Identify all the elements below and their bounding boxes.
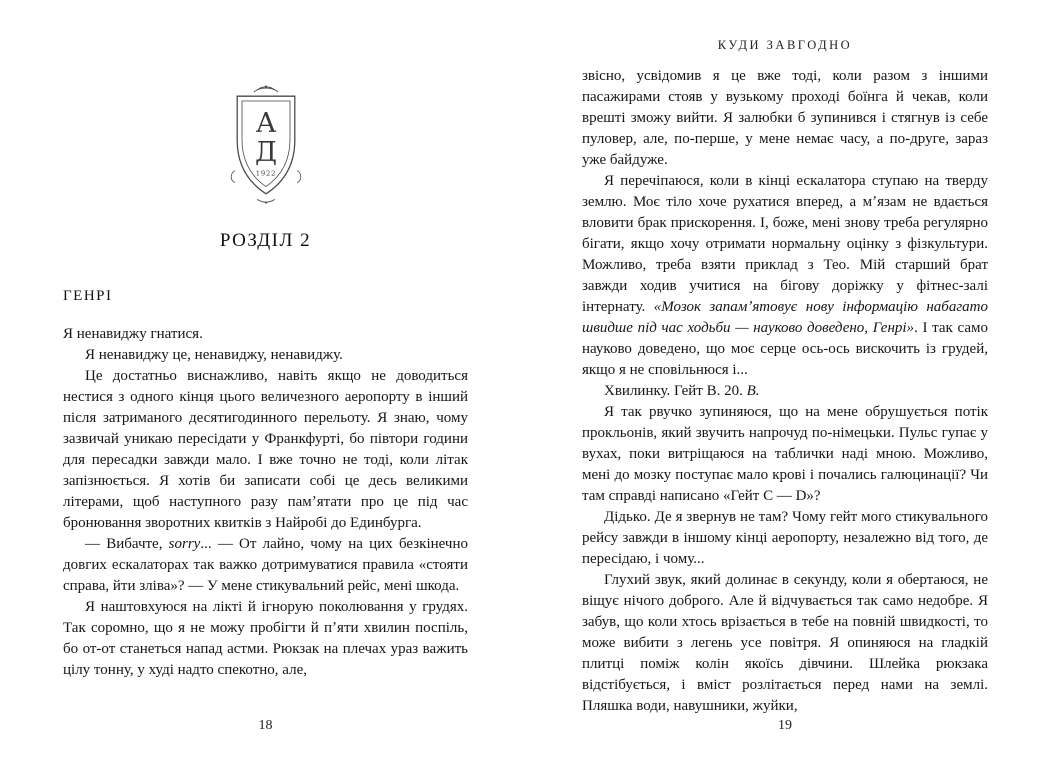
chapter-title: РОЗДІЛ 2	[219, 230, 312, 251]
paragraph: Дідько. Де я звернув не там? Чому гейт мого стикувального рейсу завжди в іншому кінці аеропорту, незалежно від того, де пересідаю, і чому...	[582, 509, 988, 567]
paragraph: Я наштовхуюся на лікті й ігнорую поколювання у грудях. Так соромно, що я не можу пробігти й пʼяти хвилин поспіль, бо от-от станеться напад астми. Рюкзак на плечах ураз важить цілу тонну, у худі надто спекотно, але,	[63, 599, 468, 678]
shield-emblem-icon	[222, 84, 310, 206]
right-page	[582, 0, 988, 760]
right-page-body	[582, 0, 988, 717]
paragraph: Глухий звук, який долинає в секунду, коли я обертаюся, не віщує нічого доброго. Але й відчувається так само недобре. Я забув, що коли хтось врізається в тебе на повній швидкості, то може вибити з легень усе повітря. Я опиняюся на гладкій плитці поміж колін якоїсь дівчини. Шлейка рюкзака відстібується, і вміст розлітається перед нами на землі. Пляшка води, навушники, жуйки,	[582, 572, 988, 714]
paragraph: Я так рвучко зупиняюся, що на мене обрушується потік прокльонів, який звучить напрочуд по-німецьки. Пульс гупає у вухах, поки витріщаюся на таблички наді мною. Можливо, мені до мозку поступає мало крові і почались галюцинації? Чи там справді написано «Гейт С — D»?	[582, 404, 988, 504]
emblem-letter-a: А	[255, 108, 276, 140]
chapter-subtitle: ГЕНРІ	[63, 288, 113, 304]
running-head: КУДИ ЗАВГОДНО	[717, 38, 853, 52]
chapter-emblem	[222, 84, 310, 206]
page-number-left: 18	[258, 718, 273, 733]
paragraph: Я ненавиджу гнатися.	[63, 326, 203, 342]
paragraph: Хвилинку. Гейт В. 20. В.	[604, 383, 760, 399]
paragraph: Це достатньо виснажливо, навіть якщо не доводиться нестися з одного кінця цього величезного аеропорту в інший після затриманого десятигодинного перельоту. Я знаю, чому зазвичай уникаю пересідати у Франкфурті, бо півтори години для пересадки завжди мало. І вже точно не тоді, коли літак запізнюється. Я хотів би записати собі це десь великими літерами, щоб наступного разу памʼятати про це під час бронювання зворотних квитків з Найробі до Единбурга.	[63, 368, 468, 531]
paragraph: звісно, усвідомив я це вже тоді, коли разом з іншими пасажирами стояв у вузькому проході боїнга й чекав, коли врешті зможу вийти. Я залюбки б зупинився і стягнув із себе пуловер, але, по-перше, у мене немає часу, а по-друге, зараз уже байдуже.	[582, 68, 988, 168]
emblem-letter-d: Д	[254, 137, 277, 168]
page-number-right: 19	[778, 718, 792, 733]
left-page	[63, 0, 468, 760]
emblem-year: 1922	[255, 169, 276, 178]
left-page-body	[63, 324, 468, 681]
paragraph: Я перечіпаюся, коли в кінці ескалатора ступаю на тверду землю. Моє тіло хоче рухатися вперед, а мʼязам не вдається вловити брак прискорення. І, боже, мені знову треба регулярно бігати, якщо хочу отримати нормальну оцінку з фізкультури. Можливо, треба взяти приклад з Тео. Мій старший брат завжди ходив учитися на бігову доріжку у фітнес-залі інтернату. «Мозок запамʼятовує нову інформацію набагато швидше під час ходьби — науково доведено, Генрі». І так само науково доведено, що моє серце ось-ось вискочить із грудей, якщо я не сповільнюся і...	[582, 173, 988, 378]
paragraph: — Вибачте, sorry... — От лайно, чому на цих безкінечно довгих ескалаторах так важко дотримуватися правила «стояти справа, йти зліва»? — У мене стикувальний рейс, мені шкода.	[63, 536, 468, 594]
paragraph: Я ненавиджу це, ненавиджу, ненавиджу.	[85, 347, 343, 363]
